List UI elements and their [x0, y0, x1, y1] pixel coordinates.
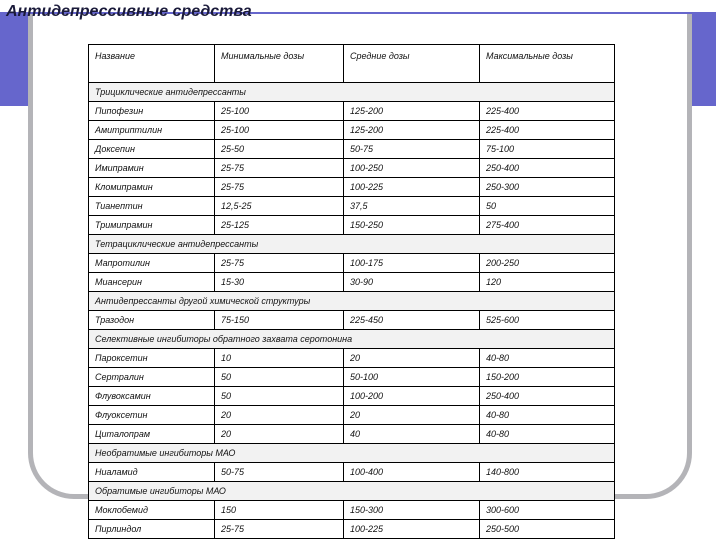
cell-drug-name: Амитриптилин — [89, 121, 215, 140]
table-row — [89, 406, 615, 425]
cell-max-dose: 250-400 — [480, 159, 615, 178]
cell-avg-dose: 100-400 — [344, 463, 480, 482]
cell-drug-name: Имипрамин — [89, 159, 215, 178]
table-row — [89, 216, 615, 235]
cell-avg-dose: 125-200 — [344, 121, 480, 140]
section-row — [89, 235, 615, 254]
cell-drug-name: Флуоксетин — [89, 406, 215, 425]
table-row — [89, 197, 615, 216]
cell-drug-name: Пипофезин — [89, 102, 215, 121]
cell-min-dose: 25-50 — [215, 140, 344, 159]
table-row — [89, 254, 615, 273]
table-row — [89, 520, 615, 539]
table-row — [89, 463, 615, 482]
section-title: Трициклические антидепрессанты — [89, 83, 615, 102]
table-row — [89, 501, 615, 520]
cell-min-dose: 25-100 — [215, 102, 344, 121]
cell-max-dose: 225-400 — [480, 102, 615, 121]
cell-drug-name: Сертралин — [89, 368, 215, 387]
cell-drug-name: Пароксетин — [89, 349, 215, 368]
cell-max-dose: 40-80 — [480, 406, 615, 425]
cell-min-dose: 50 — [215, 387, 344, 406]
table-row — [89, 425, 615, 444]
cell-min-dose: 25-100 — [215, 121, 344, 140]
table-row — [89, 178, 615, 197]
section-title: Антидепрессанты другой химической структуры — [89, 292, 615, 311]
cell-max-dose: 525-600 — [480, 311, 615, 330]
section-row — [89, 482, 615, 501]
column-header-min-dose: Минимальные дозы — [215, 45, 344, 83]
column-header-name: Название — [89, 45, 215, 83]
column-header-max-dose: Максимальные дозы — [480, 45, 615, 83]
cell-min-dose: 25-75 — [215, 254, 344, 273]
cell-avg-dose: 30-90 — [344, 273, 480, 292]
table-row — [89, 102, 615, 121]
table-row — [89, 159, 615, 178]
section-title: Тетрациклические антидепрессанты — [89, 235, 615, 254]
cell-min-dose: 25-75 — [215, 159, 344, 178]
cell-avg-dose: 50-75 — [344, 140, 480, 159]
cell-min-dose: 25-75 — [215, 520, 344, 539]
table-row — [89, 349, 615, 368]
cell-max-dose: 225-400 — [480, 121, 615, 140]
cell-avg-dose: 40 — [344, 425, 480, 444]
cell-max-dose: 40-80 — [480, 425, 615, 444]
page-title: Антидепрессивные средства — [6, 3, 252, 20]
section-row — [89, 330, 615, 349]
cell-avg-dose: 100-225 — [344, 178, 480, 197]
cell-max-dose: 140-800 — [480, 463, 615, 482]
section-title: Обратимые ингибиторы МАО — [89, 482, 615, 501]
dosage-table-body — [89, 45, 615, 539]
cell-drug-name: Пирлиндол — [89, 520, 215, 539]
cell-drug-name: Флувоксамин — [89, 387, 215, 406]
cell-max-dose: 300-600 — [480, 501, 615, 520]
cell-min-dose: 50 — [215, 368, 344, 387]
cell-max-dose: 40-80 — [480, 349, 615, 368]
section-title: Необратимые ингибиторы МАО — [89, 444, 615, 463]
cell-avg-dose: 125-200 — [344, 102, 480, 121]
cell-drug-name: Тримипрамин — [89, 216, 215, 235]
table-header-row — [89, 45, 615, 83]
cell-min-dose: 25-75 — [215, 178, 344, 197]
cell-max-dose: 150-200 — [480, 368, 615, 387]
cell-drug-name: Миансерин — [89, 273, 215, 292]
cell-max-dose: 250-500 — [480, 520, 615, 539]
cell-min-dose: 10 — [215, 349, 344, 368]
section-row — [89, 83, 615, 102]
section-row — [89, 292, 615, 311]
cell-avg-dose: 225-450 — [344, 311, 480, 330]
cell-max-dose: 50 — [480, 197, 615, 216]
cell-avg-dose: 150-250 — [344, 216, 480, 235]
cell-min-dose: 12,5-25 — [215, 197, 344, 216]
cell-max-dose: 250-300 — [480, 178, 615, 197]
cell-max-dose: 250-400 — [480, 387, 615, 406]
section-title: Селективные ингибиторы обратного захвата серотонина — [89, 330, 615, 349]
cell-min-dose: 150 — [215, 501, 344, 520]
cell-drug-name: Циталопрам — [89, 425, 215, 444]
table-row — [89, 387, 615, 406]
cell-avg-dose: 20 — [344, 406, 480, 425]
cell-drug-name: Тианептин — [89, 197, 215, 216]
cell-max-dose: 275-400 — [480, 216, 615, 235]
table-row — [89, 140, 615, 159]
cell-avg-dose: 100-175 — [344, 254, 480, 273]
cell-max-dose: 120 — [480, 273, 615, 292]
cell-drug-name: Тразодон — [89, 311, 215, 330]
table-row — [89, 368, 615, 387]
section-row — [89, 444, 615, 463]
dosage-table-container — [88, 44, 614, 539]
cell-max-dose: 75-100 — [480, 140, 615, 159]
cell-min-dose: 20 — [215, 425, 344, 444]
column-header-avg-dose: Средние дозы — [344, 45, 480, 83]
cell-min-dose: 50-75 — [215, 463, 344, 482]
cell-drug-name: Мапротилин — [89, 254, 215, 273]
table-row — [89, 121, 615, 140]
table-row — [89, 273, 615, 292]
cell-min-dose: 20 — [215, 406, 344, 425]
cell-avg-dose: 150-300 — [344, 501, 480, 520]
cell-avg-dose: 100-200 — [344, 387, 480, 406]
cell-drug-name: Ниаламид — [89, 463, 215, 482]
cell-max-dose: 200-250 — [480, 254, 615, 273]
cell-avg-dose: 50-100 — [344, 368, 480, 387]
cell-avg-dose: 20 — [344, 349, 480, 368]
cell-min-dose: 75-150 — [215, 311, 344, 330]
cell-drug-name: Кломипрамин — [89, 178, 215, 197]
cell-drug-name: Доксепин — [89, 140, 215, 159]
cell-min-dose: 15-30 — [215, 273, 344, 292]
cell-drug-name: Моклобемид — [89, 501, 215, 520]
table-row — [89, 311, 615, 330]
cell-avg-dose: 100-225 — [344, 520, 480, 539]
cell-avg-dose: 100-250 — [344, 159, 480, 178]
dosage-table — [88, 44, 615, 539]
cell-avg-dose: 37,5 — [344, 197, 480, 216]
cell-min-dose: 25-125 — [215, 216, 344, 235]
